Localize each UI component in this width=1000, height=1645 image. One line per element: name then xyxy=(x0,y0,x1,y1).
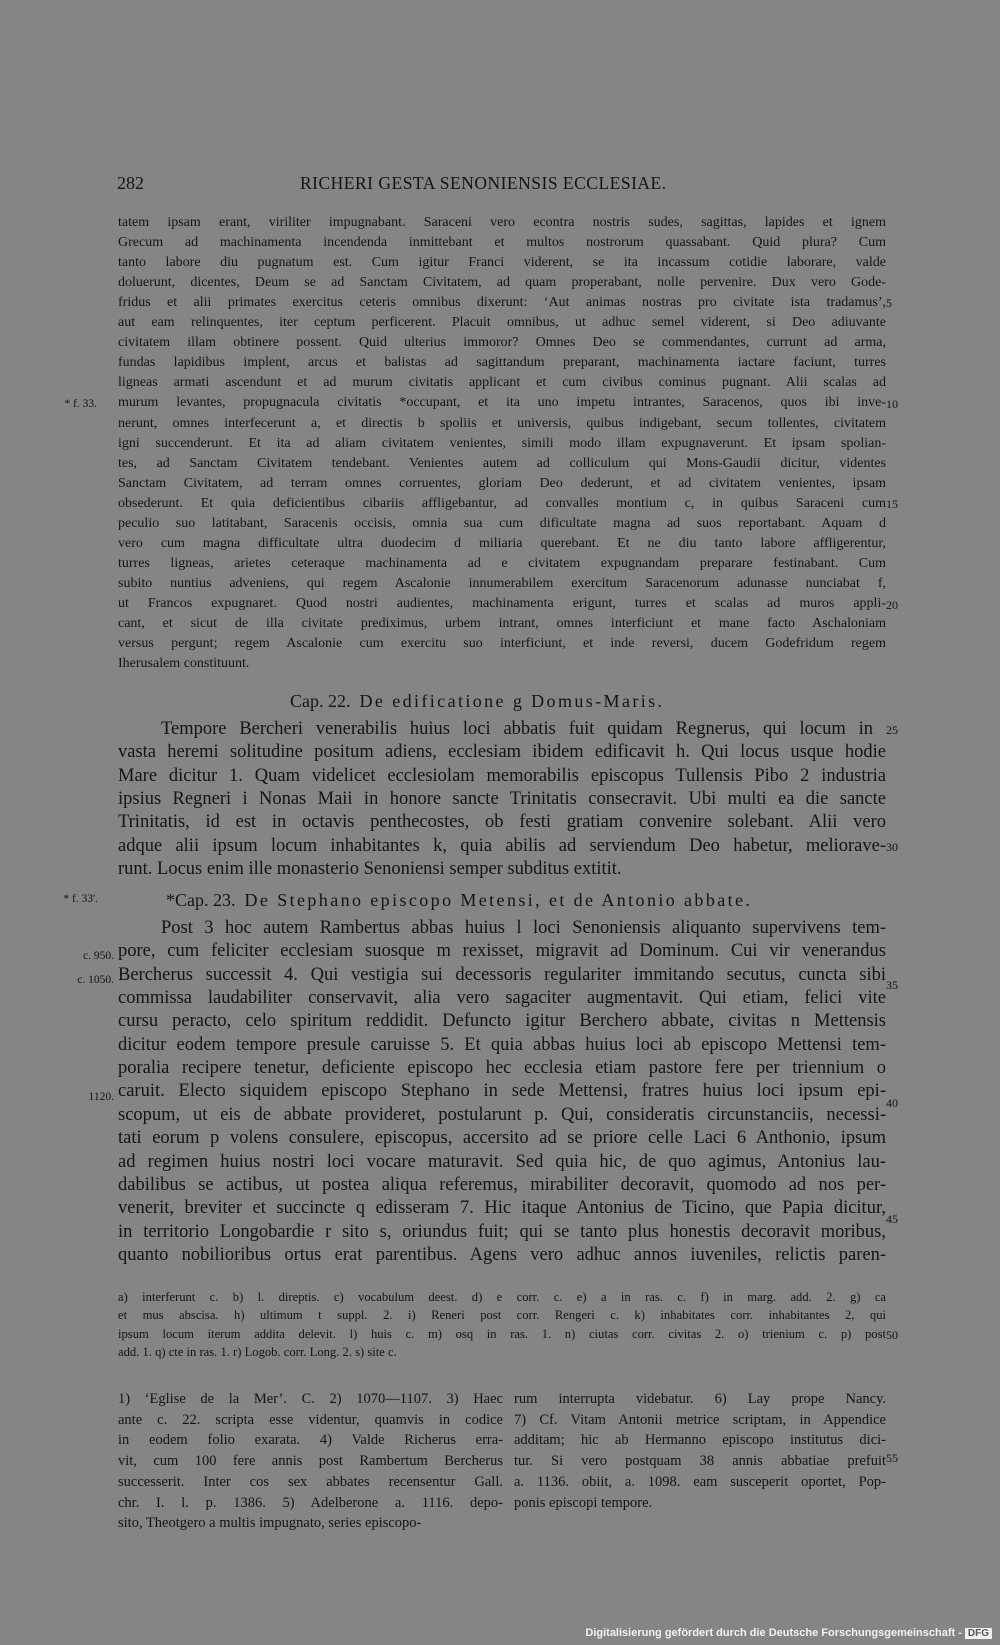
cap22-block-line: ipsius Regneri i Nonas Maii in honore sancte Trinitatis consecravit. Ubi multi ea die sancte xyxy=(118,788,886,809)
cap23-heading xyxy=(166,890,752,911)
small-block-line: tes, ad Sanctam Civitatem tendebant. Venientes autem ad colliculum qui Mons-Gaudii dicitur, videntes xyxy=(118,455,886,471)
cap22-block-line: Mare dicitur 1. Quam videlicet ecclesiolam memorabilis episcopus Tullensis Pibo 2 industria xyxy=(118,765,886,786)
line-number-5: 5 xyxy=(886,296,892,310)
notes-right-line: a. 1136. obiit, a. 1098. eam susceperit oportet, Pop- xyxy=(514,1473,886,1490)
small-block-line: doluerunt, dicentes, Deum se ad Sanctam Civitatem, ad quam properabant, nolle pervenire. Dux vero Gode- xyxy=(118,275,886,291)
dfg-logo: DFG xyxy=(965,1628,992,1639)
notes-right-column xyxy=(514,1389,886,1513)
notes-left-line: in eodem folio exarata. 4) Valde Richerus erra- xyxy=(118,1432,503,1449)
cap22-block-line: Tempore Bercheri venerabilis huius loci abbatis fuit quidam Regnerus, qui locum in xyxy=(161,719,873,739)
margin-date-1050: c. 1050. xyxy=(77,974,114,986)
notes-right-line: additam; hic ab Hermanno episcopo institutus dici- xyxy=(514,1432,886,1449)
margin-date-950: c. 950. xyxy=(83,950,114,962)
apparatus-block-line: ipsum locum iterum addita delevit. l) huis c. m) osq in ras. 1. n) ciutas corr. civitas 2. o) trienium c. p) post xyxy=(118,1326,886,1341)
notes-left-line: chr. I. l. p. 1386. 5) Adelberone a. 1116. depo- xyxy=(118,1494,503,1511)
cap23-block-line: tati eorum p volens consulere, episcopus, accersito ad se priore celle Laci 6 Anthonio, ipsum xyxy=(118,1128,886,1149)
cap22-title: De edificatione g Domus-Maris. xyxy=(359,691,665,711)
cap23-block-line: Post 3 hoc autem Rambertus abbas huius l loci Senoniensis aliquanto supervivens tem- xyxy=(161,918,886,938)
notes-left-line: 1) ‘Eglise de la Mer’. C. 2) 1070—1107. 3) Haec xyxy=(118,1391,503,1407)
cap23-block-line: dabilibus se actibus, ut postea aliqua referemus, mirabiliter decoravit, quomodo ad nos per- xyxy=(118,1174,886,1195)
small-block-line: tatem ipsam erant, viriliter impugnabant. Saraceni vero econtra nostris sudes, sagittas, lapides et ignem xyxy=(118,215,886,230)
small-block-line: Sanctam Civitatem, ad terram omnes corruentes, gloriam Deo dederunt, et ad civitatem venientes, ipsam xyxy=(118,475,886,491)
apparatus-block-line: et mus abscisa. h) ultimum t suppl. 2. i) Reneri post corr. Rengeri c. k) inhabitates corr. inhabitantes 2, qui xyxy=(118,1308,886,1323)
cap23-block-line: cursu peracto, celo spiritum reddidit. Defuncto igitur Berchero abbate, civitas n Mettensis xyxy=(118,1011,886,1032)
cap23-block-line: caruit. Electo siquidem episcopo Stephano in sede Mettensi, fratres huius loci ipsum epi- xyxy=(118,1081,886,1102)
line-number-50: 50 xyxy=(886,1328,898,1342)
cap23-block-line: scopum, ut eis de abbate provideret, postularunt p. Qui, consideratis circunstanciis, necessi- xyxy=(118,1104,886,1125)
small-block-line: subito nuntius adveniens, qui regem Ascalonie innumerabilem exercitum Saracenorum adunasse nunciabat f, xyxy=(118,575,886,591)
cap22-label: Cap. 22. xyxy=(290,691,351,711)
page-number: 282 xyxy=(117,173,144,193)
line-number-30: 30 xyxy=(886,840,898,854)
small-block-line: turres ligneas, arietes ceteraque machinamenta ad e civitatem expugnandam preparare festinabant. Cum xyxy=(118,555,886,571)
small-block-line: peculio suo latitabant, Saracenis occisis, omnia sua cum dificultate magna ad suos reportabant. Aquam d xyxy=(118,515,886,531)
cap23-block-line: pore, cum feliciter ecclesiam suosque m rexisset, migravit ad Dominum. Cui vir venerandus xyxy=(118,941,886,962)
cap23-block-line: venerit, breviter et succincte q edisseram 7. Hic itaque Antonius de Ticino, que Papia dicitur, xyxy=(118,1198,886,1219)
line-number-10: 10 xyxy=(886,397,898,411)
cap22-heading xyxy=(290,691,664,712)
small-block-line: Iherusalem constituunt. xyxy=(118,656,250,672)
cap23-title: De Stephano episcopo Metensi, et de Antonio abbate. xyxy=(244,890,753,910)
cap23-label: *Cap. 23. xyxy=(166,890,236,910)
small-block-line: igni succenderunt. Et ita ad aliam civitatem venientes, simili modo illam expugnaverunt. Et ipsam spolian- xyxy=(118,435,886,451)
cap23-block-line: in territorio Longobardie r sito s, oriundus fuit; qui se tanto plus honestis decoravit moribus, xyxy=(118,1221,886,1242)
small-block-line: fundas lapidibus implent, arcus et balistas ad sagittandum preparant, machinamenta iactare faciunt, turres xyxy=(118,355,886,371)
notes-left-line: ante c. 22. scripta esse videntur, quamvis in codice xyxy=(118,1411,503,1428)
small-block-line: obsederunt. Et quia deficientibus cibariis affligebantur, ad convalles montium c, in quibus Saraceni cum xyxy=(118,495,886,511)
digitization-credit xyxy=(585,1627,992,1639)
cap23-block-line: Bercherus successit 4. Qui vestigia sui decessoris regulariter immitando secutus, cuncta sibi xyxy=(118,964,886,985)
notes-left-line: successerit. Inter cos sex abbates recensentur Gall. xyxy=(118,1473,503,1490)
notes-right-line: tur. Si vero postquam 38 annis abbatiae prefuit xyxy=(514,1453,886,1470)
small-block-line: cant, et sicut de illa civitate prediximus, urbem intrant, omnes interficiunt et mane facto Aschaloniam xyxy=(118,616,886,631)
line-number-15: 15 xyxy=(886,497,898,511)
margin-date-1120: 1120. xyxy=(88,1091,114,1103)
line-number-40: 40 xyxy=(886,1096,898,1110)
small-block-line: ligneas armati ascendunt et ad murum civitatis applicant et cum civibus cominus pugnant. Alii scalas ad xyxy=(118,375,886,391)
margin-folio-33v: * f. 33'. xyxy=(63,893,98,905)
margin-folio-33: * f. 33. xyxy=(64,398,97,410)
cap23-block-line: ad regimen huius nostri loci vocare maturavit. Sed quia hic, de quo agimus, Antonius lau- xyxy=(118,1151,886,1172)
cap23-block-line: poralia recipere tenetur, deficiente episcopo hec ecclesia etiam pastore fere per triennium o xyxy=(118,1058,886,1079)
line-number-55: 55 xyxy=(886,1451,898,1465)
small-block-line: fridus et alii primates exercitus ceteris omnibus dixerunt: ‘Aut animas nostras pro civitate ista tradamus’, xyxy=(118,295,886,311)
small-block-line: nerunt, omnes interfecerunt a, et directis b spoliis et universis, quibus indigebant, secum tollentes, civitatem xyxy=(118,415,886,431)
cap22-block-line: vasta heremi solitudine positum adiens, ecclesiam ibidem edificavit h. Qui locus usque hodie xyxy=(118,742,886,763)
cap23-block-line: dicitur eodem tempore presule caruisse 5. Et quia abbas huius loci ab episcopo Mettensi tem- xyxy=(118,1034,886,1055)
notes-left-line: sito, Theotgero a multis impugnato, series episcopo- xyxy=(118,1515,422,1532)
small-block-line: civitatem illam obtinere possent. Quid ulterius immoror? Omnes Deo se commendantes, currunt ad arma, xyxy=(118,335,886,351)
small-block-line: aut eam relinquentes, iter ceptum perficerent. Placuit omnibus, ut adhuc semel viderent, si Deo adiuvante xyxy=(118,315,886,331)
small-block-line: ut Francos expugnaret. Quod nostri audientes, machinamenta erigunt, turres et scalas ad muros appli- xyxy=(118,595,886,611)
cap22-block-line: Trinitatis, id est in octavis penthecostes, ob festi gratiam convenire solebant. Alii vero xyxy=(118,812,886,833)
small-block-line: vero cum magna difficultate ultra duodecim d miliaria querebant. Et ne diu tanto labore affligerentur, xyxy=(118,535,886,551)
notes-left-line: vit, cum 100 fere annis post Rambertum Bercherus xyxy=(118,1453,503,1470)
small-block-line: murum levantes, propugnacula civitatis *occupant, et ita uno impetu intrantes, Saracenos, quos ibi inve- xyxy=(118,395,886,411)
credit-text: Digitalisierung gefördert durch die Deutsche Forschungsgemeinschaft - xyxy=(585,1627,962,1639)
line-number-45: 45 xyxy=(886,1212,898,1226)
running-title: RICHERI GESTA SENONIENSIS ECCLESIAE. xyxy=(300,173,667,193)
notes-right-line: ponis episcopi tempore. xyxy=(514,1494,653,1511)
notes-right-line: rum interrupta videbatur. 6) Lay prope Nancy. xyxy=(514,1391,886,1407)
cap23-block-line: quanto nobilioribus ortus erat parentibus. Agens vero adhuc annos iuveniles, relictis paren- xyxy=(118,1244,886,1265)
notes-left-column xyxy=(118,1389,503,1534)
apparatus-block-line: add. 1. q) cte in ras. 1. r) Logob. corr. Long. 2. s) site c. xyxy=(118,1345,397,1360)
cap22-block-line: runt. Locus enim ille monasterio Senoniensi semper subditus extitit. xyxy=(118,858,622,879)
cap22-block-line: adque alii ipsum locum inhabitantes k, quia abilis ad serviendum Deo habetur, meliorave- xyxy=(118,835,886,856)
line-number-20: 20 xyxy=(886,598,898,612)
small-block-line: Grecum ad machinamenta incendenda inmittebant et multos nostrorum quassabant. Quid plura? Cum xyxy=(118,235,886,251)
line-number-35: 35 xyxy=(886,978,898,992)
notes-right-line: 7) Cf. Vitam Antonii metrice scriptam, in Appendice xyxy=(514,1411,886,1428)
cap23-block-line: commissa laudabiliter conservavit, alia vero sagaciter augmentavit. Qui etiam, felici vite xyxy=(118,988,886,1009)
line-number-25: 25 xyxy=(886,723,898,737)
small-block-line: versus pergunt; regem Ascalonie cum exercitu suo interficiunt, et inde reversi, ducem Godefridum regem xyxy=(118,636,886,652)
apparatus-block-line: a) interferunt c. b) l. direptis. c) vocabulum deest. d) e corr. c. e) a in ras. c. f) in marg. add. 2. g) ca xyxy=(118,1290,886,1304)
small-block-line: tanto labore diu pugnatum est. Cum igitur Franci viderent, se ita incassum cotidie laborare, valde xyxy=(118,255,886,271)
